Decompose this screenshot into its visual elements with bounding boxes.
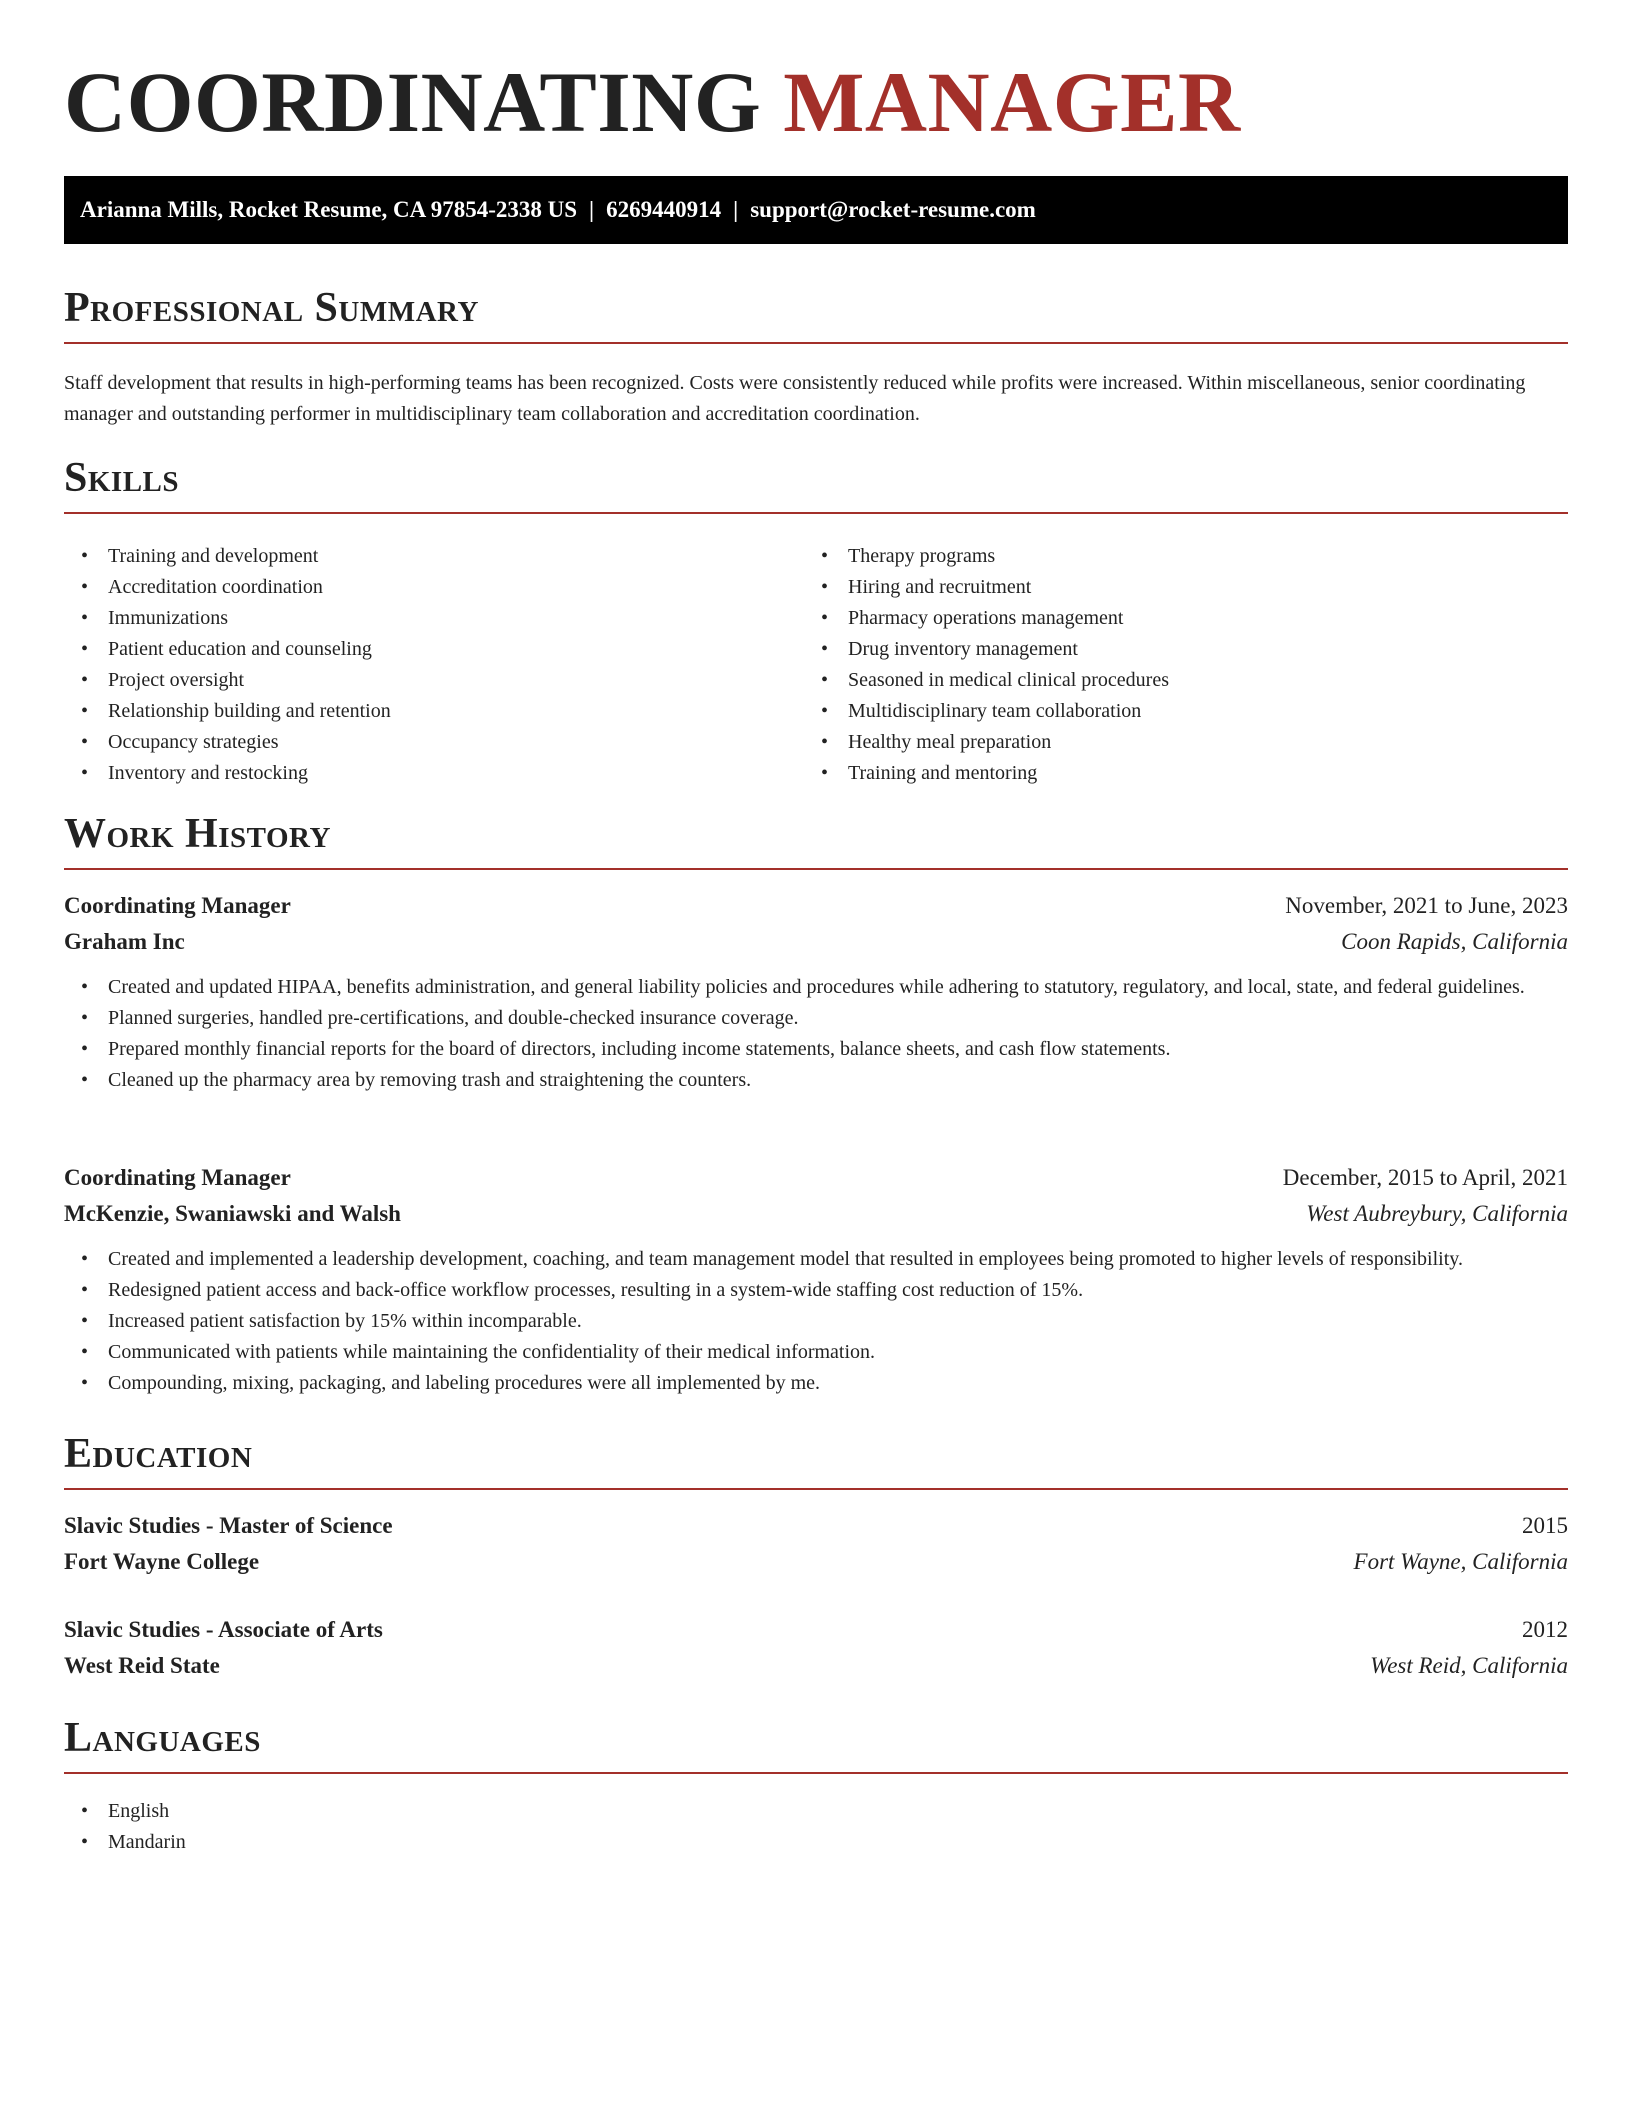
education-location: West Reid, California [1370,1653,1568,1678]
section-heading-summary: Professional Summary [64,280,1568,344]
job-duty: • Redesigned patient access and back-office workflow processes, resulting in a system-wide staffing cost reduction of 15%. [64,1275,1568,1306]
skills-list-left [64,541,804,789]
job-duty: • Planned surgeries, handled pre-certifications, and double-checked insurance coverage. [64,1003,1568,1034]
job-duty: • Cleaned up the pharmacy area by removing trash and straightening the counters. [64,1065,1568,1096]
job-company: McKenzie, Swaniawski and Walsh [64,1201,401,1226]
education-location: Fort Wayne, California [1353,1549,1568,1574]
skill-item: • Multidisciplinary team collaboration [804,696,1568,727]
job-duty: • Increased patient satisfaction by 15% within incomparable. [64,1306,1568,1337]
summary-text: Staff development that results in high-performing teams has been recognized. Costs were consistently reduced while profits were increased. Within miscellaneous, senior coordinating manager and outstanding performer in multidisciplinary team collaboration and accreditation coordination. [64,372,1526,425]
job-title: Coordinating Manager [64,893,291,918]
section-heading-skills: Skills [64,450,1568,514]
skill-item: • Pharmacy operations management [804,603,1568,634]
education-school-row [64,1648,1568,1684]
contact-email: support@rocket-resume.com [750,197,1036,222]
skill-item: • Training and development [64,541,804,572]
contact-separator: | [733,197,739,222]
education-year: 2012 [1522,1617,1568,1642]
section-heading-languages: Languages [64,1710,1568,1774]
skill-item: • Patient education and counseling [64,634,804,665]
skill-item: • Project oversight [64,665,804,696]
education-school-row [64,1544,1568,1580]
title-accent-word: MANAGER [783,54,1241,150]
language-item: • Mandarin [64,1827,1568,1858]
skill-item: • Relationship building and retention [64,696,804,727]
job-dates: December, 2015 to April, 2021 [1282,1165,1568,1190]
languages-block [64,1796,1568,1858]
education-degree: Slavic Studies - Associate of Arts [64,1617,383,1642]
job-duty: • Created and updated HIPAA, benefits administration, and general liability policies and procedures while adhering to statutory, regulatory, and local, state, and federal guidelines. [64,972,1568,1003]
skills-column-left [64,541,804,789]
job-title-row [64,1160,1568,1196]
education-school: West Reid State [64,1653,220,1678]
job-title: Coordinating Manager [64,1165,291,1190]
skill-item: • Occupancy strategies [64,727,804,758]
contact-separator: | [589,197,595,222]
section-heading-education: Education [64,1426,1568,1490]
skill-item: • Inventory and restocking [64,758,804,789]
job-entry [64,1160,1568,1399]
contact-address: Arianna Mills, Rocket Resume, CA 97854-2338 US [80,197,578,222]
skill-item: • Seasoned in medical clinical procedures [804,665,1568,696]
job-company-row [64,924,1568,960]
contact-phone: 6269440914 [606,197,722,222]
job-company-row [64,1196,1568,1232]
education-degree-row [64,1508,1568,1544]
skill-item: • Training and mentoring [804,758,1568,789]
education-entry [64,1508,1568,1580]
education-entry [64,1612,1568,1684]
job-duty: • Communicated with patients while maintaining the confidentiality of their medical information. [64,1337,1568,1368]
job-company: Graham Inc [64,929,185,954]
skills-list-right [804,541,1568,789]
contact-bar [64,176,1568,244]
resume-title [64,52,1241,152]
education-degree: Slavic Studies - Master of Science [64,1513,393,1538]
skill-item: • Drug inventory management [804,634,1568,665]
job-dates: November, 2021 to June, 2023 [1285,893,1568,918]
job-location: Coon Rapids, California [1341,929,1568,954]
job-duty: • Prepared monthly financial reports for the board of directors, including income statements, balance sheets, and cash flow statements. [64,1034,1568,1065]
skill-item: • Therapy programs [804,541,1568,572]
job-duties-list [64,972,1568,1096]
education-school: Fort Wayne College [64,1549,260,1574]
job-duty: • Created and implemented a leadership development, coaching, and team management model that resulted in employees being promoted to higher levels of responsibility. [64,1244,1568,1275]
skill-item: • Accreditation coordination [64,572,804,603]
title-first-word: COORDINATING [64,54,762,150]
education-degree-row [64,1612,1568,1648]
education-year: 2015 [1522,1513,1568,1538]
job-title-row [64,888,1568,924]
skill-item: • Hiring and recruitment [804,572,1568,603]
languages-list [64,1796,1568,1858]
job-entry [64,888,1568,1096]
job-duty: • Compounding, mixing, packaging, and labeling procedures were all implemented by me. [64,1368,1568,1399]
job-location: West Aubreybury, California [1306,1201,1568,1226]
skill-item: • Healthy meal preparation [804,727,1568,758]
job-duties-list [64,1244,1568,1399]
skill-item: • Immunizations [64,603,804,634]
skills-column-right [804,541,1568,789]
section-heading-work-history: Work History [64,806,1568,870]
language-item: • English [64,1796,1568,1827]
